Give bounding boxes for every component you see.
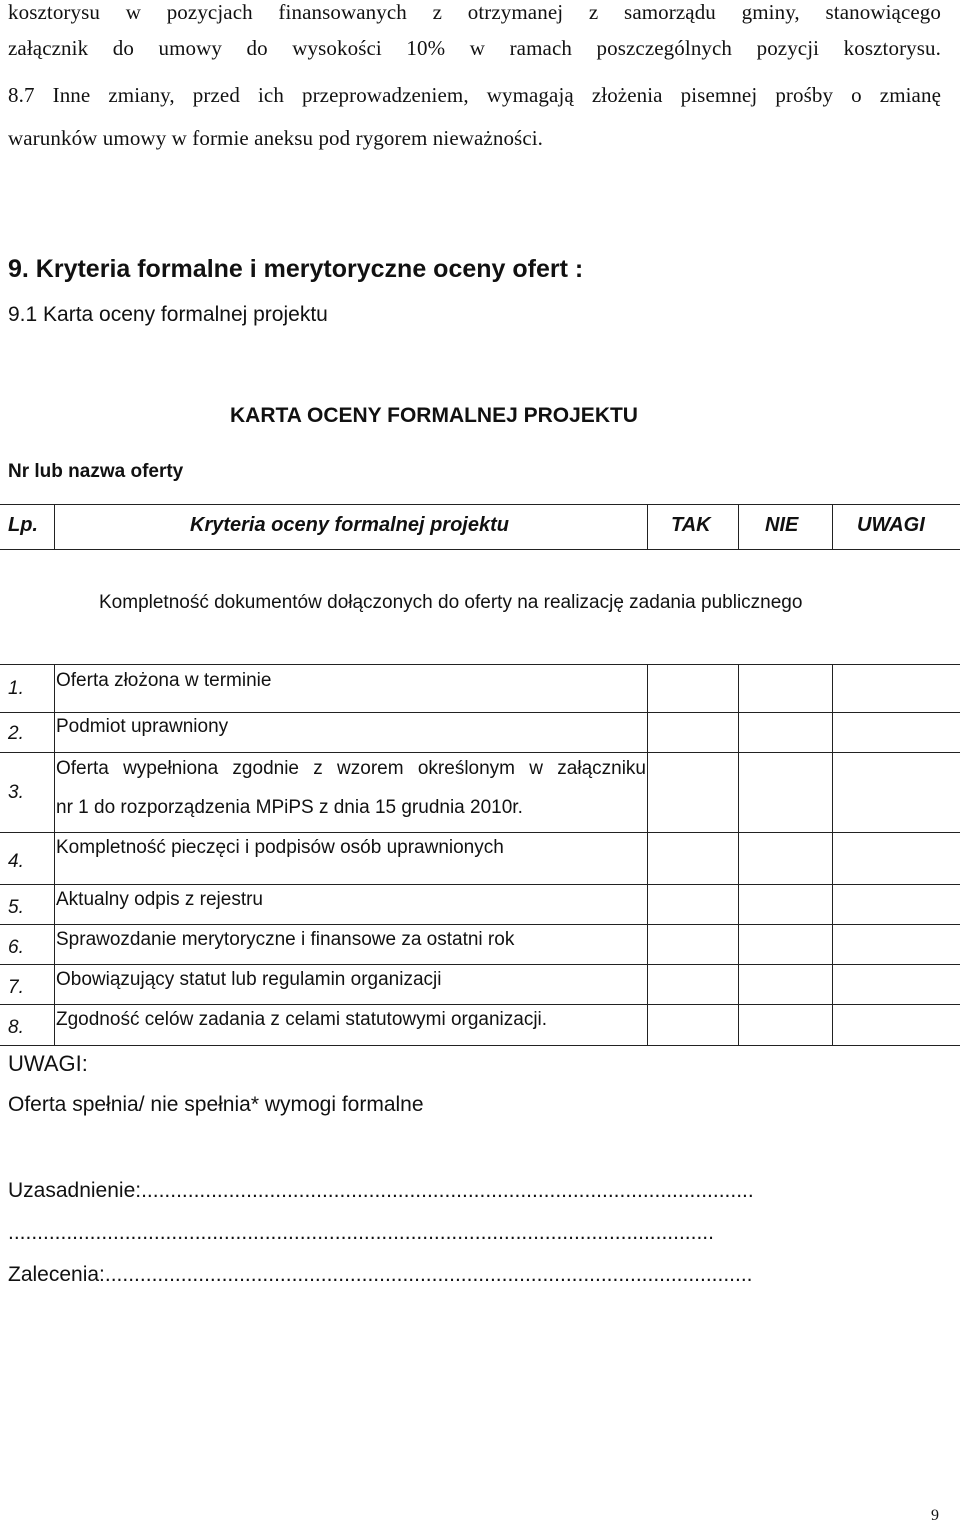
row-criterion: Podmiot uprawniony xyxy=(56,716,229,737)
row-criterion: Kompletność pieczęci i podpisów osób uprawnionych xyxy=(56,837,504,858)
table-rule xyxy=(0,924,960,925)
intro-line-2: załącznik do umowy do wysokości 10% w ramach poszczególnych pozycji kosztorysu. xyxy=(8,36,941,60)
table-rule xyxy=(0,964,960,965)
header-uwagi: UWAGI xyxy=(857,514,925,536)
row-criterion: Sprawozdanie merytoryczne i finansowe za ostatni rok xyxy=(56,929,515,950)
uwagi-label: UWAGI: xyxy=(8,1051,88,1076)
intro-line-4: warunków umowy w formie aneksu pod rygorem nieważności. xyxy=(8,126,544,150)
row-criterion: Oferta złożona w terminie xyxy=(56,670,272,691)
table-rule xyxy=(647,664,648,1045)
offer-name-label: Nr lub nazwa oferty xyxy=(8,461,184,482)
table-rule xyxy=(0,712,960,713)
table-rule xyxy=(832,504,833,549)
table-rule xyxy=(0,752,960,753)
row-number: 5. xyxy=(8,897,24,918)
row-number: 1. xyxy=(8,678,24,699)
header-nie: NIE xyxy=(765,514,799,536)
uzasadnienie-line: Uzasadnienie:......................................................................................................... xyxy=(8,1179,754,1202)
table-rule xyxy=(0,884,960,885)
uzasadnienie-continuation: ......................................................................................................................... xyxy=(8,1221,714,1244)
header-lp: Lp. xyxy=(8,514,38,536)
table-rule xyxy=(0,1004,960,1005)
table-rule xyxy=(54,504,55,549)
header-criteria: Kryteria oceny formalnej projektu xyxy=(190,514,509,536)
page-number: 9 xyxy=(931,1507,939,1524)
header-tak: TAK xyxy=(671,514,711,536)
table-rule xyxy=(832,664,833,1045)
table-rule xyxy=(0,549,960,550)
card-title: KARTA OCENY FORMALNEJ PROJEKTU xyxy=(230,404,638,427)
row-criterion: Obowiązujący statut lub regulamin organizacji xyxy=(56,969,442,990)
table-rule xyxy=(738,664,739,1045)
table-rule xyxy=(0,664,960,665)
table-rule xyxy=(54,664,55,1045)
row-number: 7. xyxy=(8,977,24,998)
row-number: 3. xyxy=(8,782,24,803)
table-rule xyxy=(738,504,739,549)
row-number: 6. xyxy=(8,937,24,958)
row-criterion: Zgodność celów zadania z celami statutowymi organizacji. xyxy=(56,1009,548,1030)
row-criterion: Aktualny odpis z rejestru xyxy=(56,889,263,910)
section-subtitle: 9.1 Karta oceny formalnej projektu xyxy=(8,303,328,326)
zalecenia-line: Zalecenia:............................................................................................................... xyxy=(8,1263,753,1286)
table-rule xyxy=(0,1045,960,1046)
row-number: 4. xyxy=(8,851,24,872)
table-section-row: Kompletność dokumentów dołączonych do oferty na realizację zadania publicznego xyxy=(99,592,803,613)
table-rule xyxy=(0,832,960,833)
row-number: 2. xyxy=(8,723,24,744)
intro-line-1: kosztorysu w pozycjach finansowanych z otrzymanej z samorządu gminy, stanowiącego xyxy=(8,0,941,24)
row-criterion-continued: nr 1 do rozporządzenia MPiPS z dnia 15 grudnia 2010r. xyxy=(56,797,523,818)
row-number: 8. xyxy=(8,1017,24,1038)
intro-line-3: 8.7 Inne zmiany, przed ich przeprowadzeniem, wymagają złożenia pisemnej prośby o zmianę xyxy=(8,83,941,107)
section-title: 9. Kryteria formalne i merytoryczne oceny ofert : xyxy=(8,255,584,283)
table-rule xyxy=(647,504,648,549)
table-rule xyxy=(0,504,960,505)
verdict-text: Oferta spełnia/ nie spełnia* wymogi formalne xyxy=(8,1093,424,1116)
row-criterion: Oferta wypełniona zgodnie z wzorem określonym w załączniku xyxy=(56,758,646,779)
